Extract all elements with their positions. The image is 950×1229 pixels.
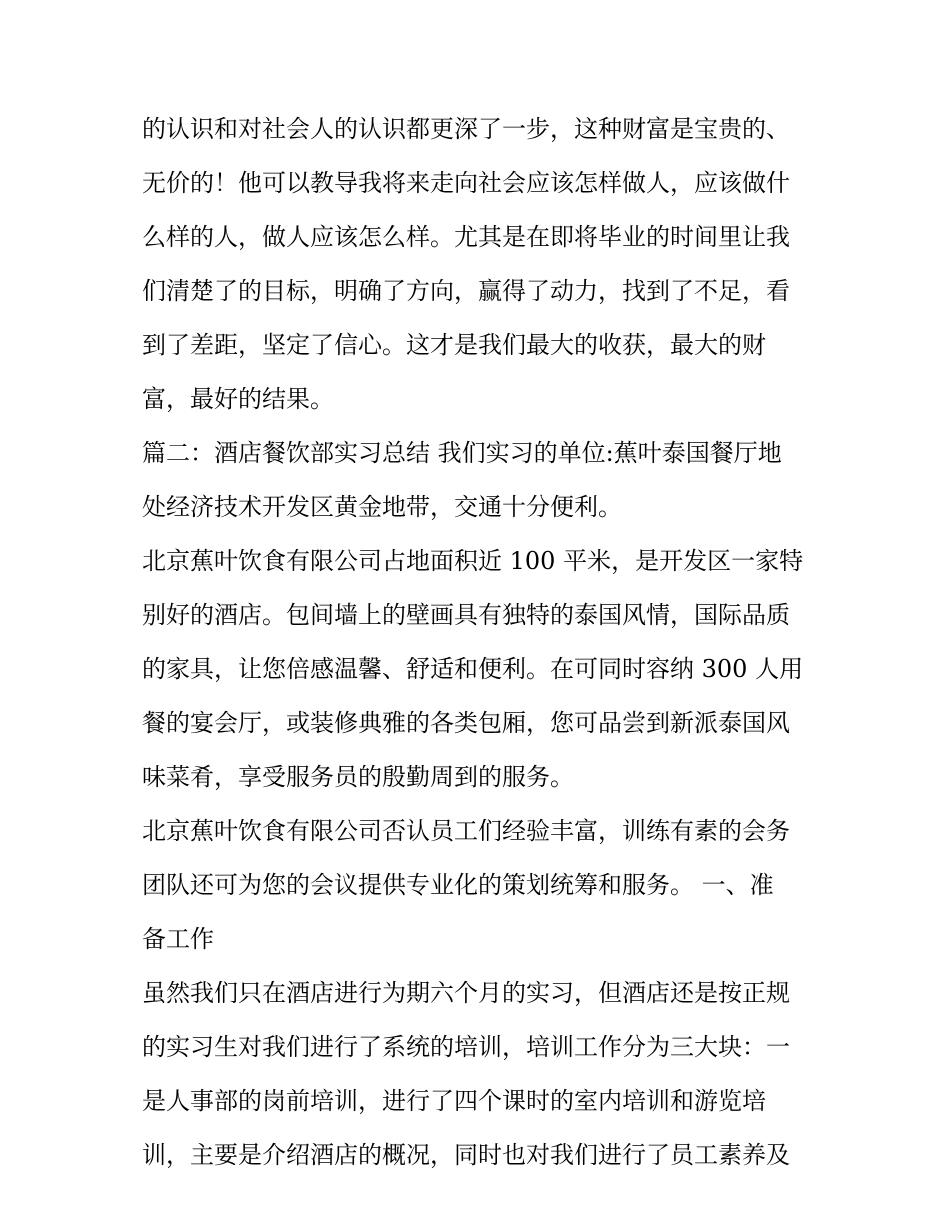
text-line: 处经济技术开发区黄金地带，交通十分便利。	[142, 493, 622, 521]
text-line: 北京蕉叶饮食有限公司否认员工们经验丰富，训练有素的会务	[142, 817, 790, 845]
text-line: 到了差距，坚定了信心。这才是我们最大的收获，最大的财	[142, 331, 766, 359]
text-line: 无价的！他可以教导我将来走向社会应该怎样做人，应该做什	[142, 169, 790, 197]
text-line: 别好的酒店。包间墙上的壁画具有独特的泰国风情，国际品质	[142, 601, 790, 629]
text-line: 的认识和对社会人的认识都更深了一步，这种财富是宝贵的、	[142, 115, 790, 143]
text-line: 富，最好的结果。	[142, 385, 334, 413]
text-line: 备工作	[142, 925, 214, 953]
text-line: 餐的宴会厅，或装修典雅的各类包厢，您可品尝到新派泰国风	[142, 709, 790, 737]
text-line: 团队还可为您的会议提供专业化的策划统筹和服务。 一、准	[142, 871, 774, 899]
text-line: 们清楚了的目标，明确了方向，赢得了动力，找到了不足，看	[142, 277, 790, 305]
text-line: 训，主要是介绍酒店的概况，同时也对我们进行了员工素养及	[142, 1141, 790, 1169]
text-line: 的实习生对我们进行了系统的培训，培训工作分为三大块：一	[142, 1033, 790, 1061]
text-line: 北京蕉叶饮食有限公司占地面积近 100 平米，是开发区一家特	[142, 547, 804, 575]
text-line: 么样的人，做人应该怎么样。尤其是在即将毕业的时间里让我	[142, 223, 790, 251]
section-heading-line: 篇二：酒店餐饮部实习总结 我们实习的单位:蕉叶泰国餐厅地	[142, 439, 782, 467]
body-text	[142, 102, 814, 1182]
text-line: 的家具，让您倍感温馨、舒适和便利。在可同时容纳 300 人用	[142, 655, 804, 683]
text-line: 虽然我们只在酒店进行为期六个月的实习，但酒店还是按正规	[142, 979, 790, 1007]
text-line: 味菜肴，享受服务员的殷勤周到的服务。	[142, 763, 574, 791]
text-line: 是人事部的岗前培训，进行了四个课时的室内培训和游览培	[142, 1087, 766, 1115]
